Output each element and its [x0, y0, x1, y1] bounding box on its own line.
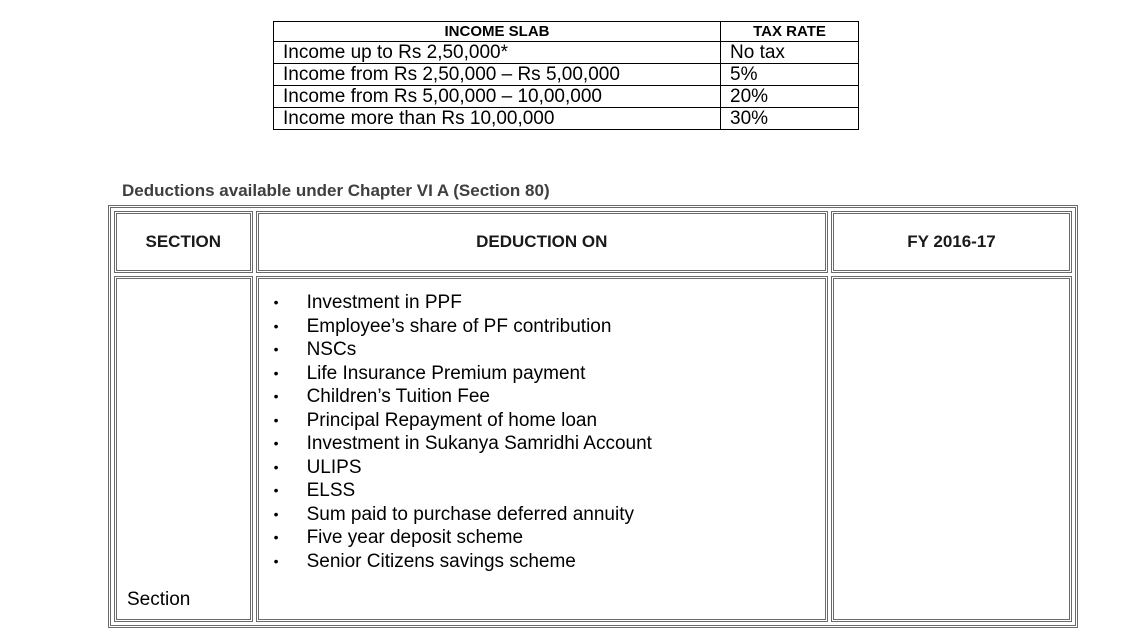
column-header-deduction-on: DEDUCTION ON [256, 211, 828, 273]
table-row [274, 86, 859, 108]
section-label: Section [127, 589, 191, 610]
table-row [114, 276, 1072, 622]
list-item: • Senior Citizens savings scheme [307, 550, 825, 574]
column-header-section: SECTION [114, 211, 253, 273]
list-item: • Investment in PPF [307, 291, 825, 315]
tax-rate-cell: 30% [721, 108, 859, 130]
deductions-table [108, 205, 1078, 628]
list-item: • Five year deposit scheme [307, 526, 825, 550]
list-item: • Children’s Tuition Fee [307, 385, 825, 409]
deductions-heading: Deductions available under Chapter VI A (Section 80) [122, 181, 550, 200]
income-slab-cell: Income up to Rs 2,50,000* [274, 42, 721, 64]
income-slab-cell: Income more than Rs 10,00,000 [274, 108, 721, 130]
table-header-row [274, 22, 859, 42]
deduction-cell [256, 276, 828, 622]
list-item: • Sum paid to purchase deferred annuity [307, 503, 825, 527]
table-row [274, 64, 859, 86]
deduction-list [259, 291, 825, 573]
table-header-row [114, 211, 1072, 273]
list-item: • Employee’s share of PF contribution [307, 315, 825, 339]
tax-rate-cell: No tax [721, 42, 859, 64]
tax-rate-cell: 5% [721, 64, 859, 86]
list-item: • ULIPS [307, 456, 825, 480]
list-item: • Life Insurance Premium payment [307, 362, 825, 386]
income-slab-table [273, 21, 859, 130]
column-header-fy: FY 2016-17 [831, 211, 1072, 273]
column-header-income-slab: INCOME SLAB [274, 22, 721, 42]
section-cell [114, 276, 253, 622]
list-item: • Principal Repayment of home loan [307, 409, 825, 433]
table-row [274, 42, 859, 64]
income-slab-cell: Income from Rs 2,50,000 – Rs 5,00,000 [274, 64, 721, 86]
income-slab-cell: Income from Rs 5,00,000 – 10,00,000 [274, 86, 721, 108]
list-item: • ELSS [307, 479, 825, 503]
list-item: • NSCs [307, 338, 825, 362]
list-item: • Investment in Sukanya Samridhi Account [307, 432, 825, 456]
column-header-tax-rate: TAX RATE [721, 22, 859, 42]
table-row [274, 108, 859, 130]
tax-rate-cell: 20% [721, 86, 859, 108]
fy-cell [831, 276, 1072, 622]
